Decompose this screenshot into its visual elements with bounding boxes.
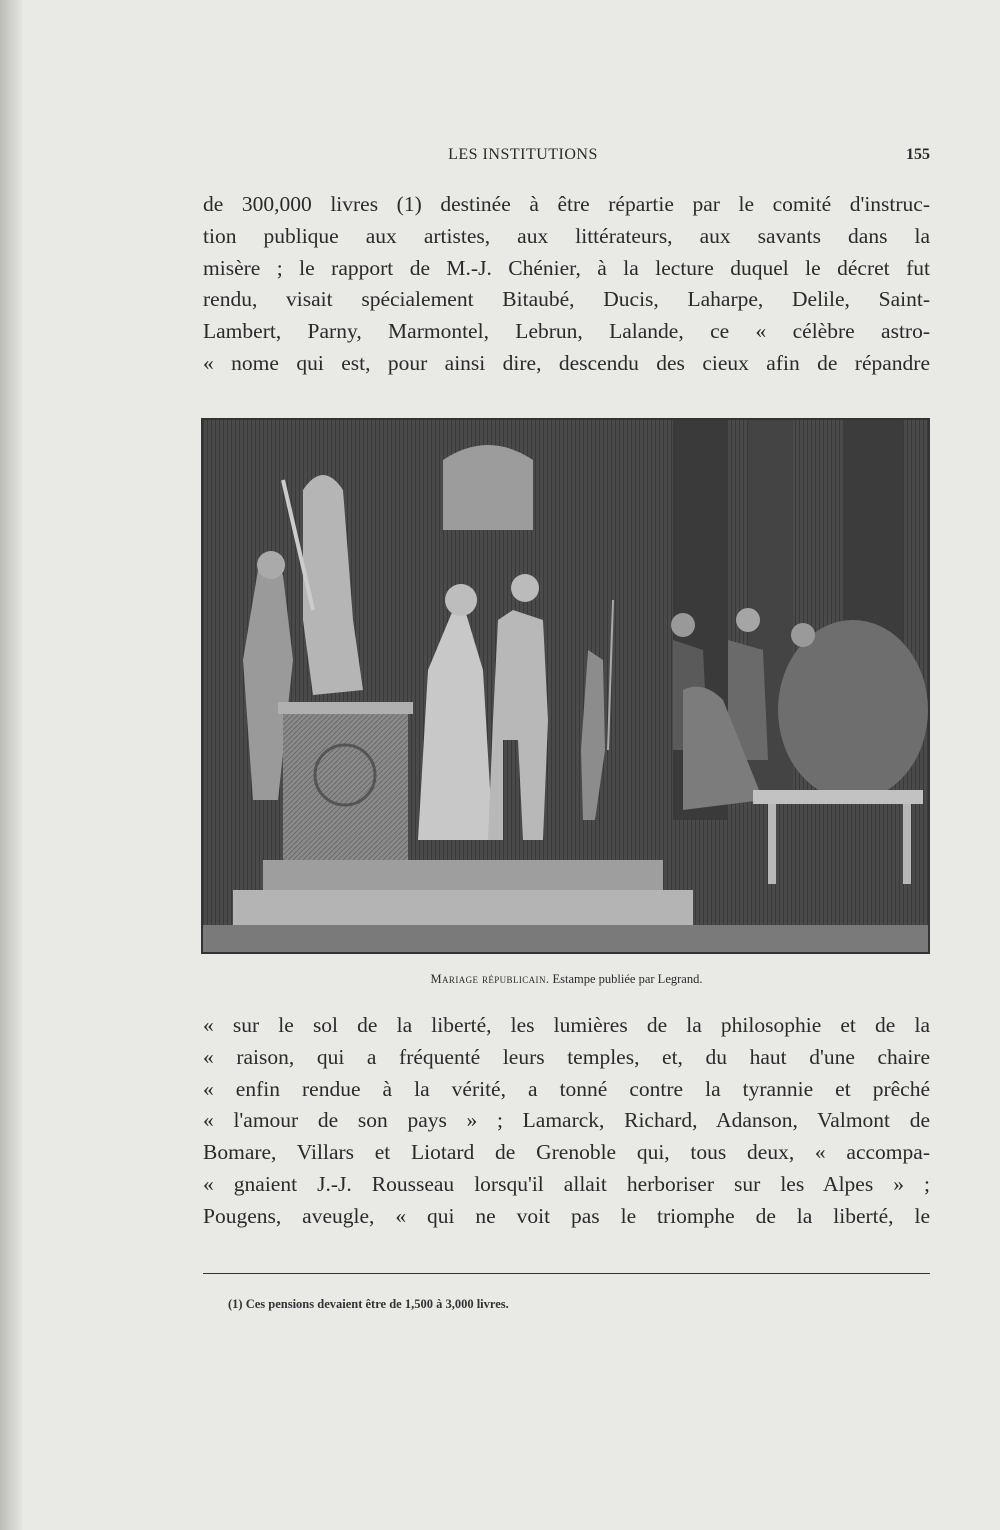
figure-caption	[203, 972, 930, 987]
text-line: « sur le sol de la liberté, les lumières de la philosophie et de la	[203, 1013, 930, 1037]
steps	[263, 860, 663, 890]
engraving-illustration	[201, 418, 930, 954]
page-number: 155	[906, 146, 930, 163]
text-line: « enfin rendue à la vérité, a tonné contre la tyrannie et prêché	[203, 1076, 930, 1101]
arched-window	[443, 445, 533, 530]
caption-text: Estampe publiée par Legrand.	[552, 972, 703, 986]
text-line: « nome qui est, pour ainsi dire, descendu des cieux afin de répandre	[203, 350, 930, 375]
page-edge-shadow	[0, 0, 22, 1530]
text-line: rendu, visait spécialement Bitaubé, Ducis, Laharpe, Delile, Saint-	[203, 287, 930, 312]
text-line: « gnaient J.-J. Rousseau lorsqu'il allait herboriser sur les Alpes » ;	[203, 1171, 930, 1196]
footnote-rule	[203, 1273, 930, 1274]
text-line: Bomare, Villars et Liotard de Grenoble qui, tous deux, « accompa-	[203, 1140, 930, 1165]
text-line: tion publique aux artistes, aux littérateurs, aux savants dans la	[203, 223, 930, 248]
body-text-bottom	[203, 1010, 930, 1233]
engraving-scene	[203, 420, 928, 952]
body-text-top	[203, 189, 930, 380]
caption-title: Mariage républicain.	[430, 972, 550, 986]
register-table	[753, 790, 923, 804]
footnote: (1) Ces pensions devaient être de 1,500 à 3,000 livres.	[228, 1297, 509, 1311]
text-line: « l'amour de son pays » ; Lamarck, Richard, Adanson, Valmont de	[203, 1108, 930, 1133]
text-line: Lambert, Parny, Marmontel, Lebrun, Lalande, ce « célèbre astro-	[203, 319, 930, 344]
text-line: Pougens, aveugle, « qui ne voit pas le triomphe de la liberté, le	[203, 1203, 930, 1228]
altar	[283, 710, 408, 860]
text-line: misère ; le rapport de M.-J. Chénier, à la lecture duquel le décret fut	[203, 255, 930, 280]
page-header	[203, 146, 930, 168]
text-line: « raison, qui a fréquenté leurs temples, et, du haut d'une chaire	[203, 1044, 930, 1069]
crowd	[778, 620, 928, 800]
running-title: LES INSTITUTIONS	[448, 146, 598, 163]
text-line: de 300,000 livres (1) destinée à être répartie par le comité d'instruc-	[203, 192, 930, 216]
